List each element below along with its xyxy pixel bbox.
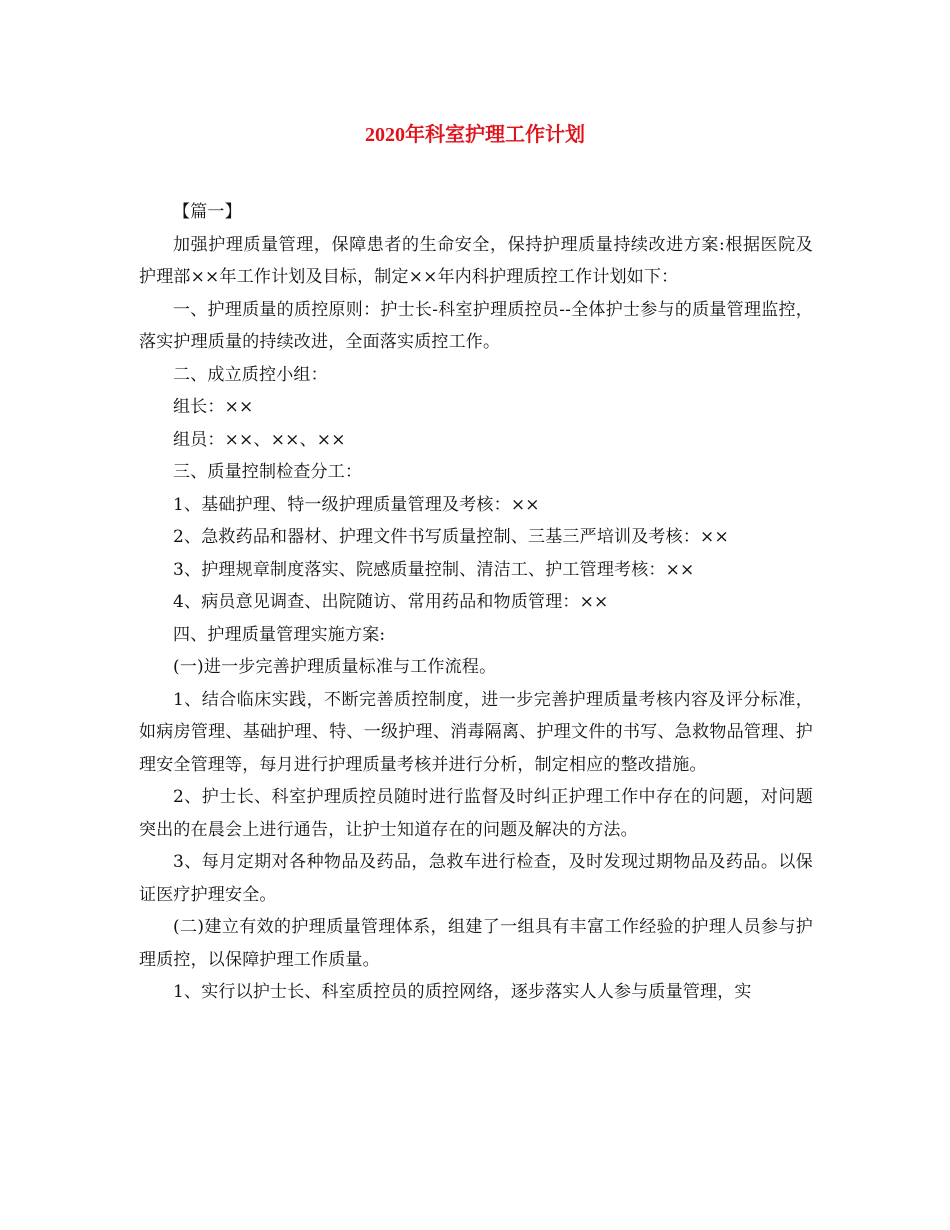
section-heading: 【篇一】 (173, 202, 242, 222)
paragraph: 1、基础护理、特一级护理质量管理及考核：×× (173, 494, 540, 515)
paragraph: 4、病员意见调查、出院随访、常用药品和物质管理：×× (173, 592, 609, 612)
paragraph: (一)进一步完善护理质量标准与工作流程。 (173, 657, 497, 677)
paragraph: 三、质量控制检查分工： (173, 462, 363, 482)
paragraph: 一、护理质量的质控原则：护士长-科室护理质控员--全体护士参与的质量管理监控，落实护理质量的持续改进，全面落实质控工作。 (139, 299, 813, 352)
paragraph: 1、实行以护士长、科室质控员的质控网络，逐步落实人人参与质量管理，实 (173, 982, 752, 1002)
paragraph: (二)建立有效的护理质量管理体系，组建了一组具有丰富工作经验的护理人员参与护理质控，以保障护理工作质量。 (139, 917, 813, 970)
paragraph: 2、护士长、科室护理质控员随时进行监督及时纠正护理工作中存在的问题，对问题突出的在晨会上进行通告，让护士知道存在的问题及解决的方法。 (139, 787, 813, 840)
paragraph: 组员：××、××、×× (173, 429, 346, 450)
document-title: 2020年科室护理工作计划 (365, 124, 585, 146)
paragraph: 2、急救药品和器材、护理文件书写质量控制、三基三严培训及考核：×× (173, 527, 729, 547)
paragraph: 二、成立质控小组： (173, 364, 328, 385)
paragraph: 3、每月定期对各种物品及药品，急救车进行检查，及时发现过期物品及药品。以保证医疗护理安全。 (139, 852, 813, 905)
paragraph: 3、护理规章制度落实、院感质量控制、清洁工、护工管理考核：×× (173, 559, 695, 580)
paragraph: 加强护理质量管理，保障患者的生命安全，保持护理质量持续改进方案:根据医院及护理部××年工作计划及目标，制定××年内科护理质控工作计划如下： (139, 234, 813, 287)
paragraph: 1、结合临床实践，不断完善质控制度，进一步完善护理质量考核内容及评分标准，如病房管理、基础护理、特、一级护理、消毒隔离、护理文件的书写、急救物品管理、护理安全管理等，每月进行护理质量考核并进行分析，制定相应的整改措施。 (139, 689, 813, 775)
paragraph: 组长：×× (173, 397, 254, 417)
document-body (139, 196, 813, 1009)
paragraph: 四、护理质量管理实施方案: (173, 624, 386, 645)
